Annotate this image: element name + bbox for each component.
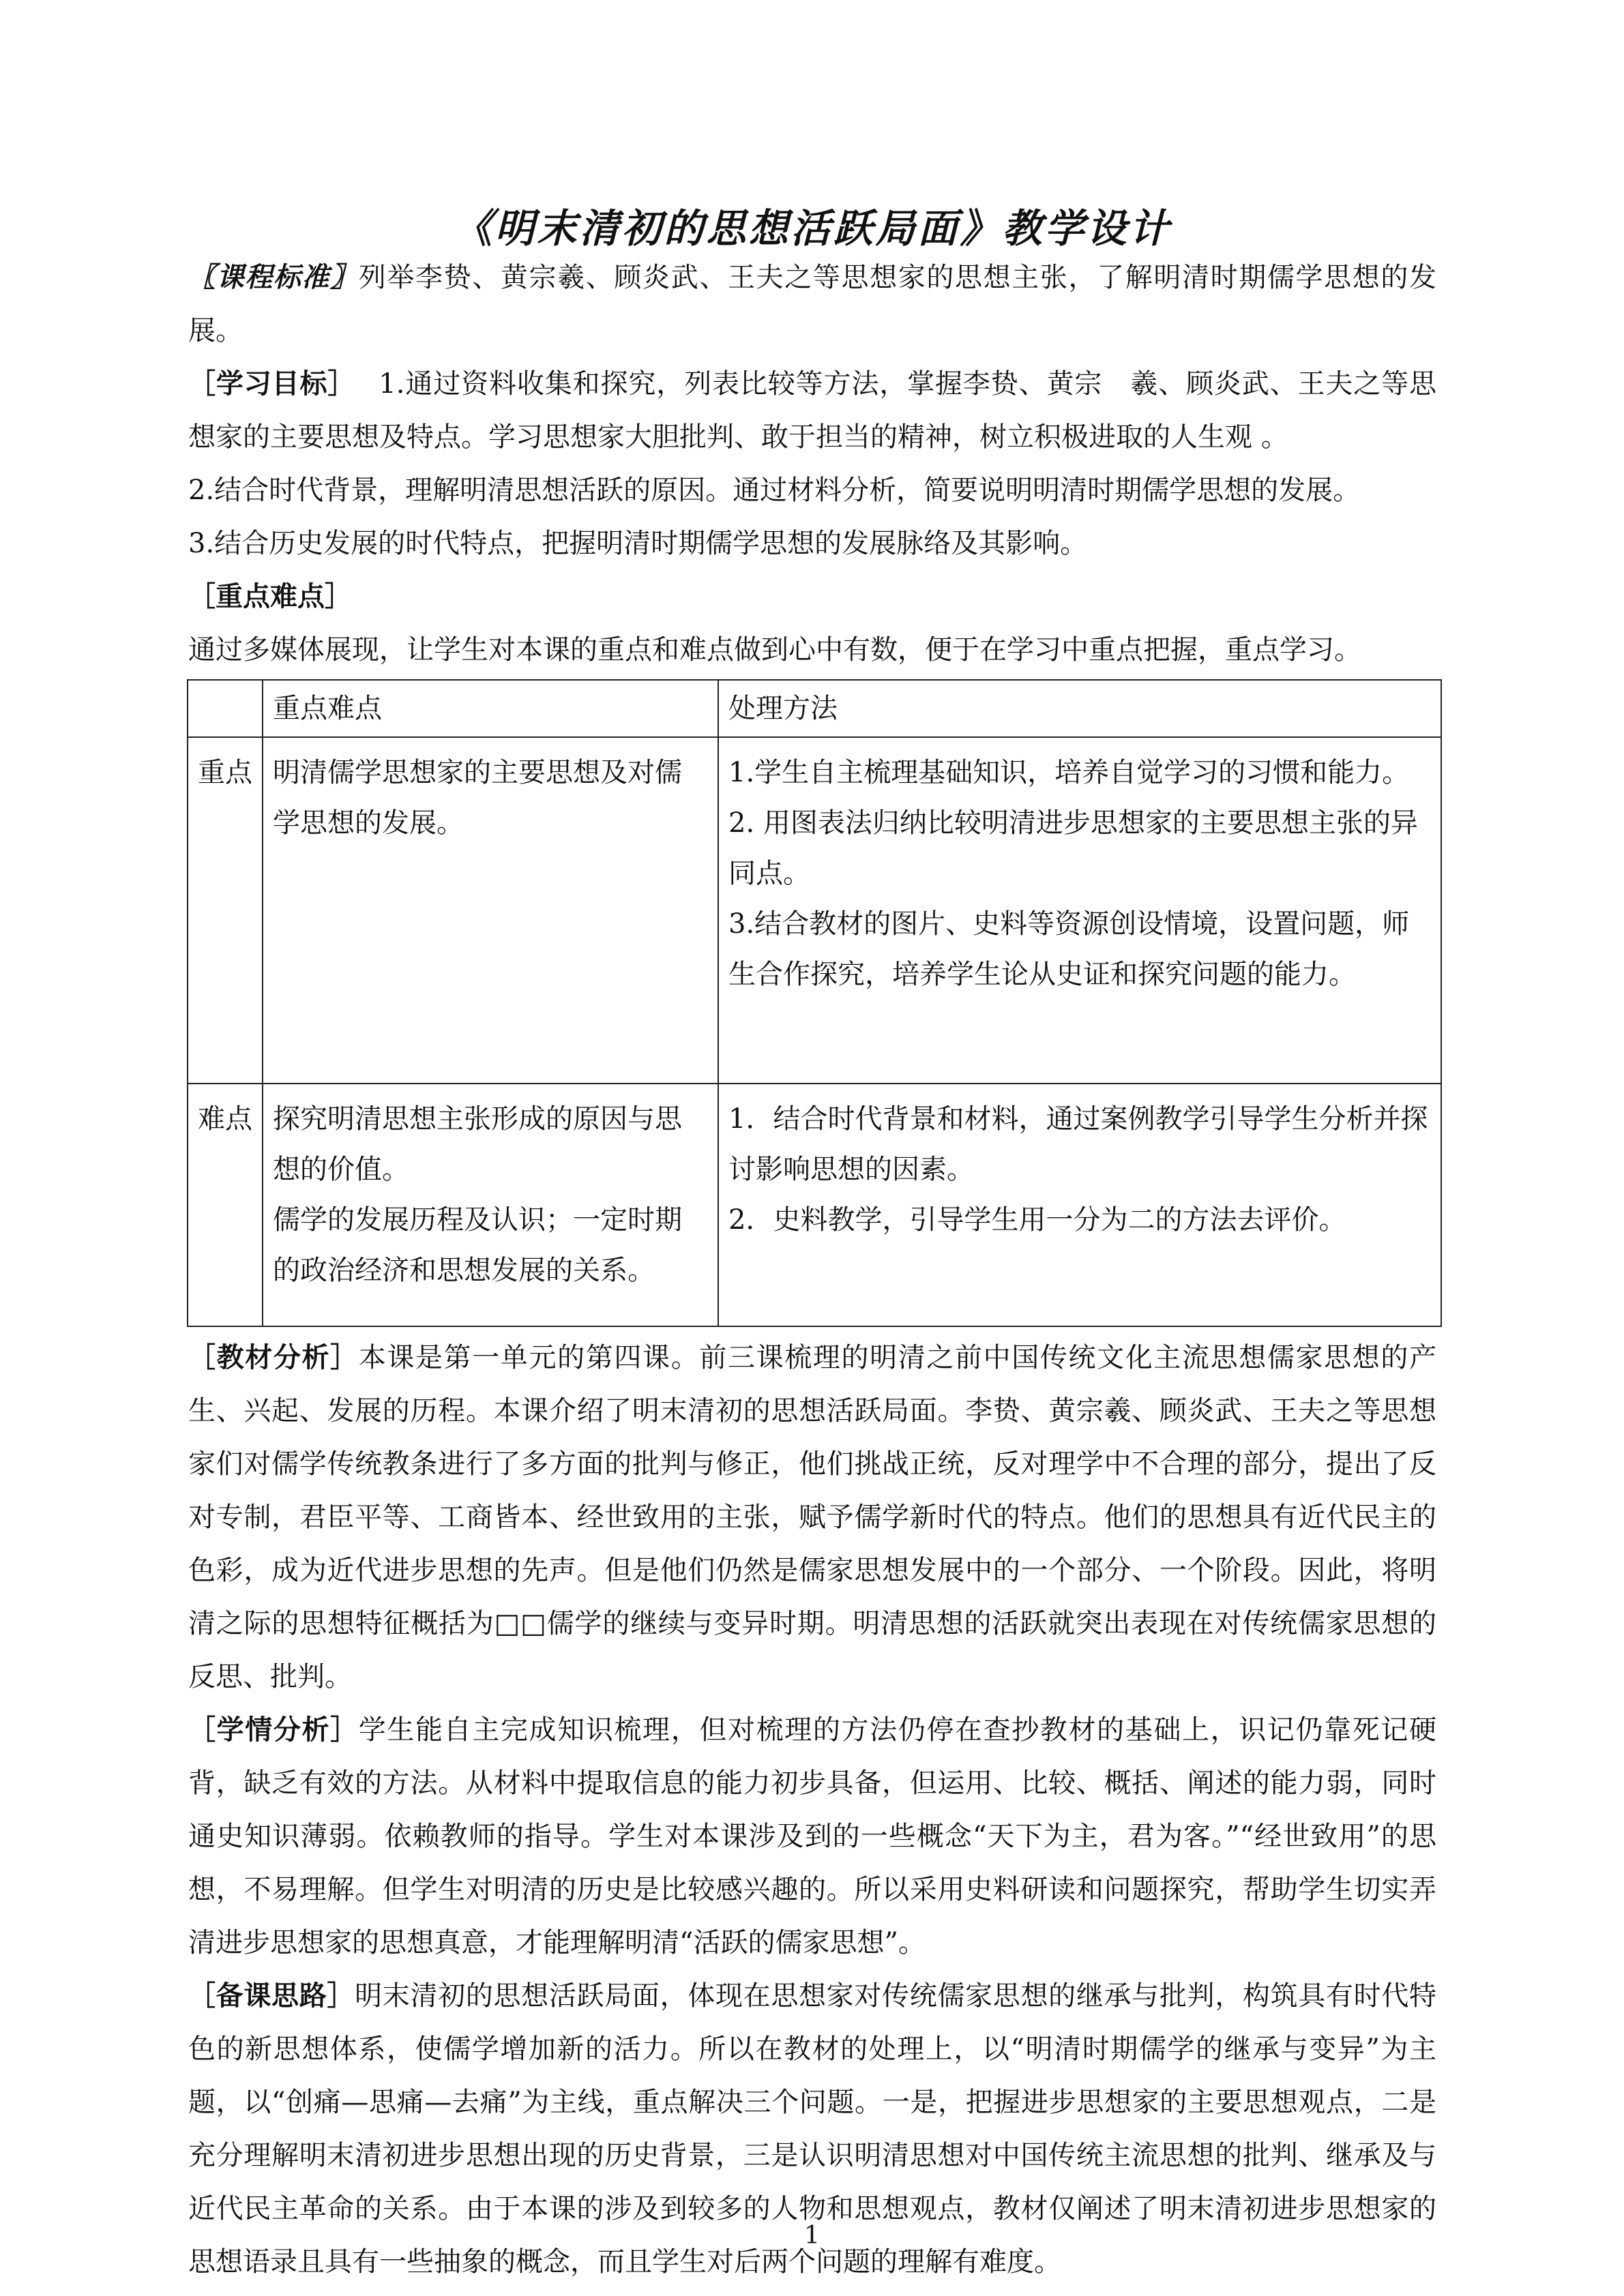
difficulty-method-2: 2．史料教学，引导学生用一分为二的方法去评价。 [728, 1204, 1346, 1236]
key-points-label: ［重点难点］ [188, 581, 352, 612]
key-point-method-2: 2. 用图表法归纳比较明清进步思想家的主要思想主张的异同点。 [728, 807, 1418, 889]
difficulty-content [263, 1084, 718, 1326]
table-row [188, 1084, 1441, 1326]
difficulty-methods [718, 1084, 1441, 1326]
student-analysis-label: ［学情分析］ [188, 1714, 359, 1746]
difficulty-method-1: 1．结合时代背景和材料，通过案例教学引导学生分析并探讨影响思想的因素。 [728, 1103, 1428, 1185]
objective-item-1: 1.通过资料收集和探究，列表比较等方法，掌握李贽、黄宗 羲、顾炎武、王夫之等思想家的主要思想及特点。学习思想家大胆批判、敢于担当的精神，树立积极进取的人生观 。 [188, 368, 1436, 453]
curriculum-standard-text: 列举李贽、黄宗羲、顾炎武、王夫之等思想家的思想主张，了解明清时期儒学思想的发展。 [188, 262, 1437, 346]
student-analysis-paragraph [188, 1703, 1436, 1969]
key-point-content: 明清儒学思想家的主要思想及对儒学思想的发展。 [263, 737, 718, 1084]
objective-item-3: 3.结合历史发展的时代特点，把握明清时期儒学思想的发展脉络及其影响。 [188, 528, 1088, 559]
curriculum-standard-label: 〖课程标准〗 [188, 262, 359, 293]
document-title: 《明末清初的思想活跃局面》教学设计 [452, 205, 1172, 252]
table-header-cell [188, 680, 263, 737]
row-head-key-point: 重点 [188, 737, 263, 1084]
objective-item-2: 2.结合时代背景，理解明清思想活跃的原因。通过材料分析，简要说明明清时期儒学思想的发展。 [188, 475, 1361, 506]
table-header-cell: 重点难点 [263, 680, 718, 737]
key-point-methods [718, 737, 1441, 1084]
textbook-analysis-label: ［教材分析］ [188, 1342, 359, 1373]
row-head-difficulty: 难点 [188, 1084, 263, 1326]
textbook-analysis-text: 本课是第一单元的第四课。前三课梳理的明清之前中国传统文化主流思想儒家思想的产生、兴起、发展的历程。本课介绍了明末清初的思想活跃局面。李贽、黄宗羲、顾炎武、王夫之等思想家们对儒学传统教条进行了多方面的批判与修正，他们挑战正统，反对理学中不合理的部分，提出了反对专制，君臣平等、工商皆本、经世致用的主张，赋予儒学新时代的特点。他们的思想具有近代民主的色彩，成为近代进步思想的先声。但是他们仍然是儒家思想发展中的一个部分、一个阶段。因此，将明清之际的思想特征概括为□□儒学的继续与变异时期。明清思想的活跃就突出表现在对传统儒家思想的反思、批判。 [188, 1342, 1437, 1693]
difficulty-content-2: 儒学的发展历程及认识；一定时期的政治经济和思想发展的关系。 [273, 1204, 682, 1286]
lesson-prep-label: ［备课思路］ [188, 1980, 355, 2012]
key-points-heading [188, 570, 1436, 623]
difficulty-content-1: 探究明清思想主张形成的原因与思想的价值。 [273, 1103, 682, 1185]
table-row [188, 737, 1441, 1084]
document-body [188, 251, 1436, 2288]
learning-objectives-paragraph [188, 357, 1436, 464]
table-header-cell: 处理方法 [718, 680, 1441, 737]
learning-objectives-label: ［学习目标］ [188, 368, 356, 400]
textbook-analysis-paragraph [188, 1331, 1436, 1703]
key-points-intro: 通过多媒体展现，让学生对本课的重点和难点做到心中有数，便于在学习中重点把握，重点学习。 [188, 634, 1361, 666]
key-point-method-1: 1.学生自主梳理基础知识，培养自觉学习的习惯和能力。 [728, 757, 1410, 788]
page-number: 1 [804, 2222, 820, 2250]
lesson-prep-text: 明末清初的思想活跃局面，体现在思想家对传统儒家思想的继承与批判，构筑具有时代特色的新思想体系，使儒学增加新的活力。所以在教材的处理上，以“明清时期儒学的继承与变异”为主题，以“创痛—思痛—去痛”为主线，重点解决三个问题。一是，把握进步思想家的主要思想观点，二是充分理解明末清初进步思想出现的历史背景，三是认识明清思想对中国传统主流思想的批判、继承及与近代民主革命的关系。由于本课的涉及到较多的人物和思想观点，教材仅阐述了明末清初进步思想家的思想语录且具有一些抽象的概念，而且学生对后两个问题的理解有难度。 [188, 1980, 1437, 2278]
table-header-row [188, 680, 1441, 737]
curriculum-standard-paragraph [188, 251, 1436, 357]
student-analysis-text: 学生能自主完成知识梳理，但对梳理的方法仍停在查抄教材的基础上，识记仍靠死记硬背，缺乏有效的方法。从材料中提取信息的能力初步具备，但运用、比较、概括、阐述的能力弱，同时通史知识薄弱。依赖教师的指导。学生对本课涉及到的一些概念“天下为主，君为客。”“经世致用”的思想，不易理解。但学生对明清的历史是比较感兴趣的。所以采用史料研读和问题探究，帮助学生切实弄清进步思想家的思想真意，才能理解明清“活跃的儒家思想”。 [188, 1714, 1437, 1958]
key-point-method-3: 3.结合教材的图片、史料等资源创设情境，设置问题，师生合作探究，培养学生论从史证和探究问题的能力。 [728, 908, 1410, 990]
key-points-table [187, 679, 1442, 1327]
